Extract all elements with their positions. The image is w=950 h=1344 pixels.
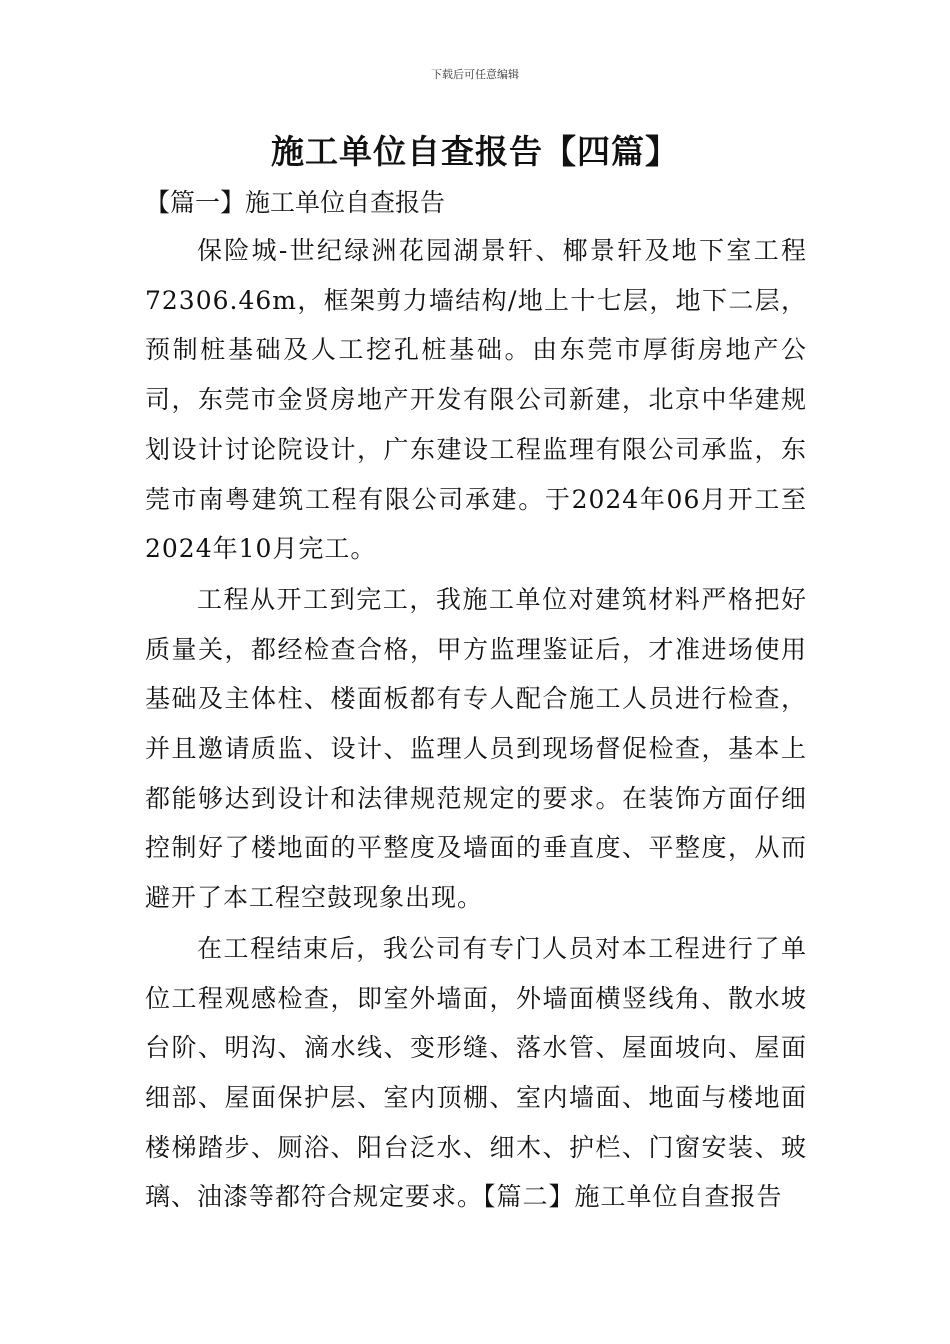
document-title: 施工单位自查报告【四篇】 [271, 132, 679, 171]
paragraph-project-overview: 保险城-世纪绿洲花园湖景轩、椰景轩及地下室工程72306.46m，框架剪力墙结构/地上十七层，地下二层，预制桩基础及人工挖孔桩基础。由东莞市厚街房地产公司，东莞市金贤房地产开发有限公司新建，北京中华建规划设计讨论院设计，广东建设工程监理有限公司承监，东莞市南粤建筑工程有限公司承建。于2024年06月开工至2024年10月完工。 [145, 236, 807, 564]
paragraph-final-inspection: 在工程结束后，我公司有专门人员对本工程进行了单位工程观感检查，即室外墙面，外墙面横竖线角、散水坡台阶、明沟、滴水线、变形缝、落水管、屋面坡向、屋面细部、屋面保护层、室内顶棚、室内墙面、地面与楼地面楼梯踏步、厕浴、阳台泛水、细木、护栏、门窗安装、玻璃、油漆等都符合规定要求。【篇二】施工单位自查报告 [145, 933, 807, 1212]
header-note: 下载后可任意编辑 [431, 68, 519, 81]
paragraph-quality-control: 工程从开工到完工，我施工单位对建筑材料严格把好质量关，都经检查合格，甲方监理鉴证后，才准进场使用基础及主体柱、楼面板都有专人配合施工人员进行检查，并且邀请质监、设计、监理人员到现场督促检查，基本上都能够达到设计和法律规范规定的要求。在装饰方面仔细控制好了楼地面的平整度及墙面的垂直度、平整度，从而避开了本工程空鼓现象出现。 [145, 584, 807, 913]
body-text [145, 226, 807, 1223]
section-heading: 【篇一】施工单位自查报告 [145, 188, 446, 217]
